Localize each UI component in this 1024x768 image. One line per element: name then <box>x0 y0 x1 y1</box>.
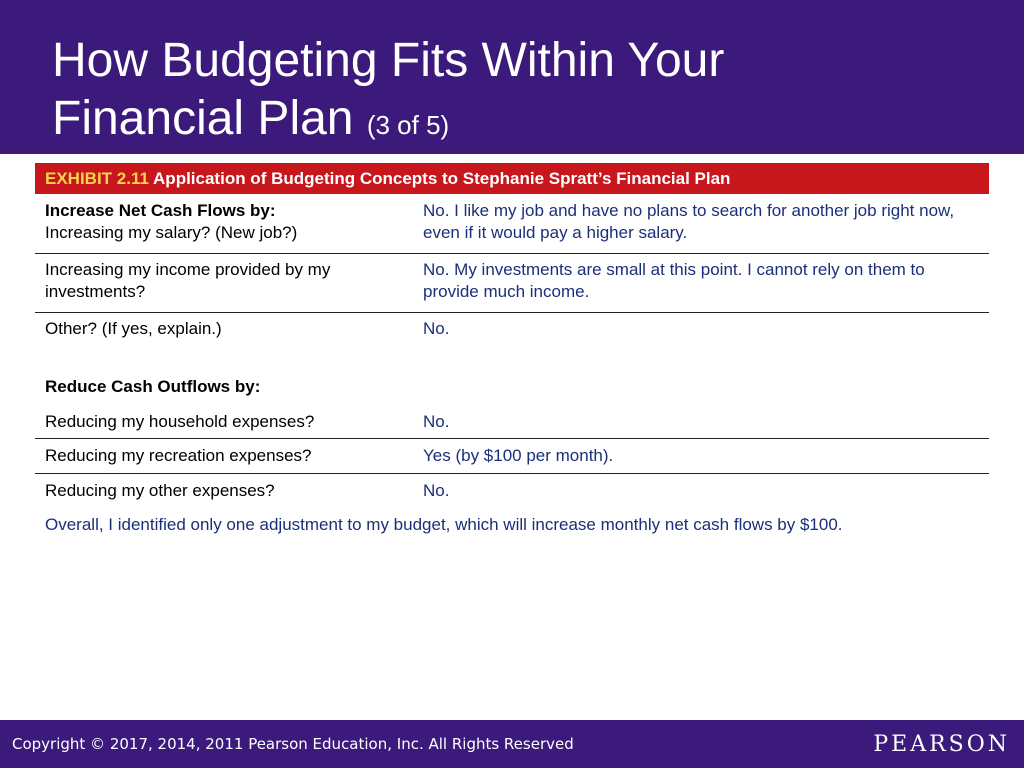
table-row <box>35 259 989 313</box>
table-row <box>35 318 989 358</box>
question-cell: Reducing my recreation expenses? <box>45 446 312 465</box>
exhibit-number: EXHIBIT 2.11 <box>45 169 149 188</box>
question-cell: Reducing my other expenses? <box>45 481 275 500</box>
table-row <box>35 411 989 439</box>
slide-title <box>52 32 952 154</box>
question-cell: Other? (If yes, explain.) <box>45 319 222 338</box>
answer-cell: No. <box>423 319 450 338</box>
answer-cell: No. I like my job and have no plans to search for another job right now, even if it would pay a higher salary. <box>423 201 955 242</box>
title-part-indicator: (3 of 5) <box>366 110 450 140</box>
overall-summary: Overall, I identified only one adjustment to my budget, which will increase monthly net cash flows by $100. <box>45 515 843 534</box>
pearson-logo: PEARSON <box>873 732 1010 757</box>
footer-band <box>0 720 1024 768</box>
table-row <box>35 200 989 254</box>
answer-cell: No. <box>423 481 450 500</box>
exhibit-caption: Application of Budgeting Concepts to Stephanie Spratt’s Financial Plan <box>153 169 731 188</box>
copyright-notice: Copyright © 2017, 2014, 2011 Pearson Education, Inc. All Rights Reserved <box>12 735 574 753</box>
title-line-1: How Budgeting Fits Within Your <box>52 34 725 87</box>
question-cell: Reducing my household expenses? <box>45 412 315 431</box>
section-heading-reduce: Reduce Cash Outflows by: <box>45 377 261 396</box>
answer-cell: Yes (by $100 per month). <box>423 446 614 465</box>
answer-cell: No. My investments are small at this point. I cannot rely on them to provide much income. <box>423 260 925 301</box>
section-heading-increase: Increase Net Cash Flows by: <box>45 201 276 220</box>
question-text: Increasing my salary? (New job?) <box>45 223 298 242</box>
table-row <box>35 445 989 474</box>
exhibit-caption-bar <box>35 163 989 194</box>
answer-cell: No. <box>423 412 450 431</box>
header-band <box>0 0 1024 154</box>
title-line-2: Financial Plan <box>52 92 354 145</box>
question-cell <box>45 200 405 244</box>
table-row <box>35 480 989 508</box>
section-row <box>35 376 989 402</box>
question-cell: Increasing my income provided by my investments? <box>45 260 331 301</box>
